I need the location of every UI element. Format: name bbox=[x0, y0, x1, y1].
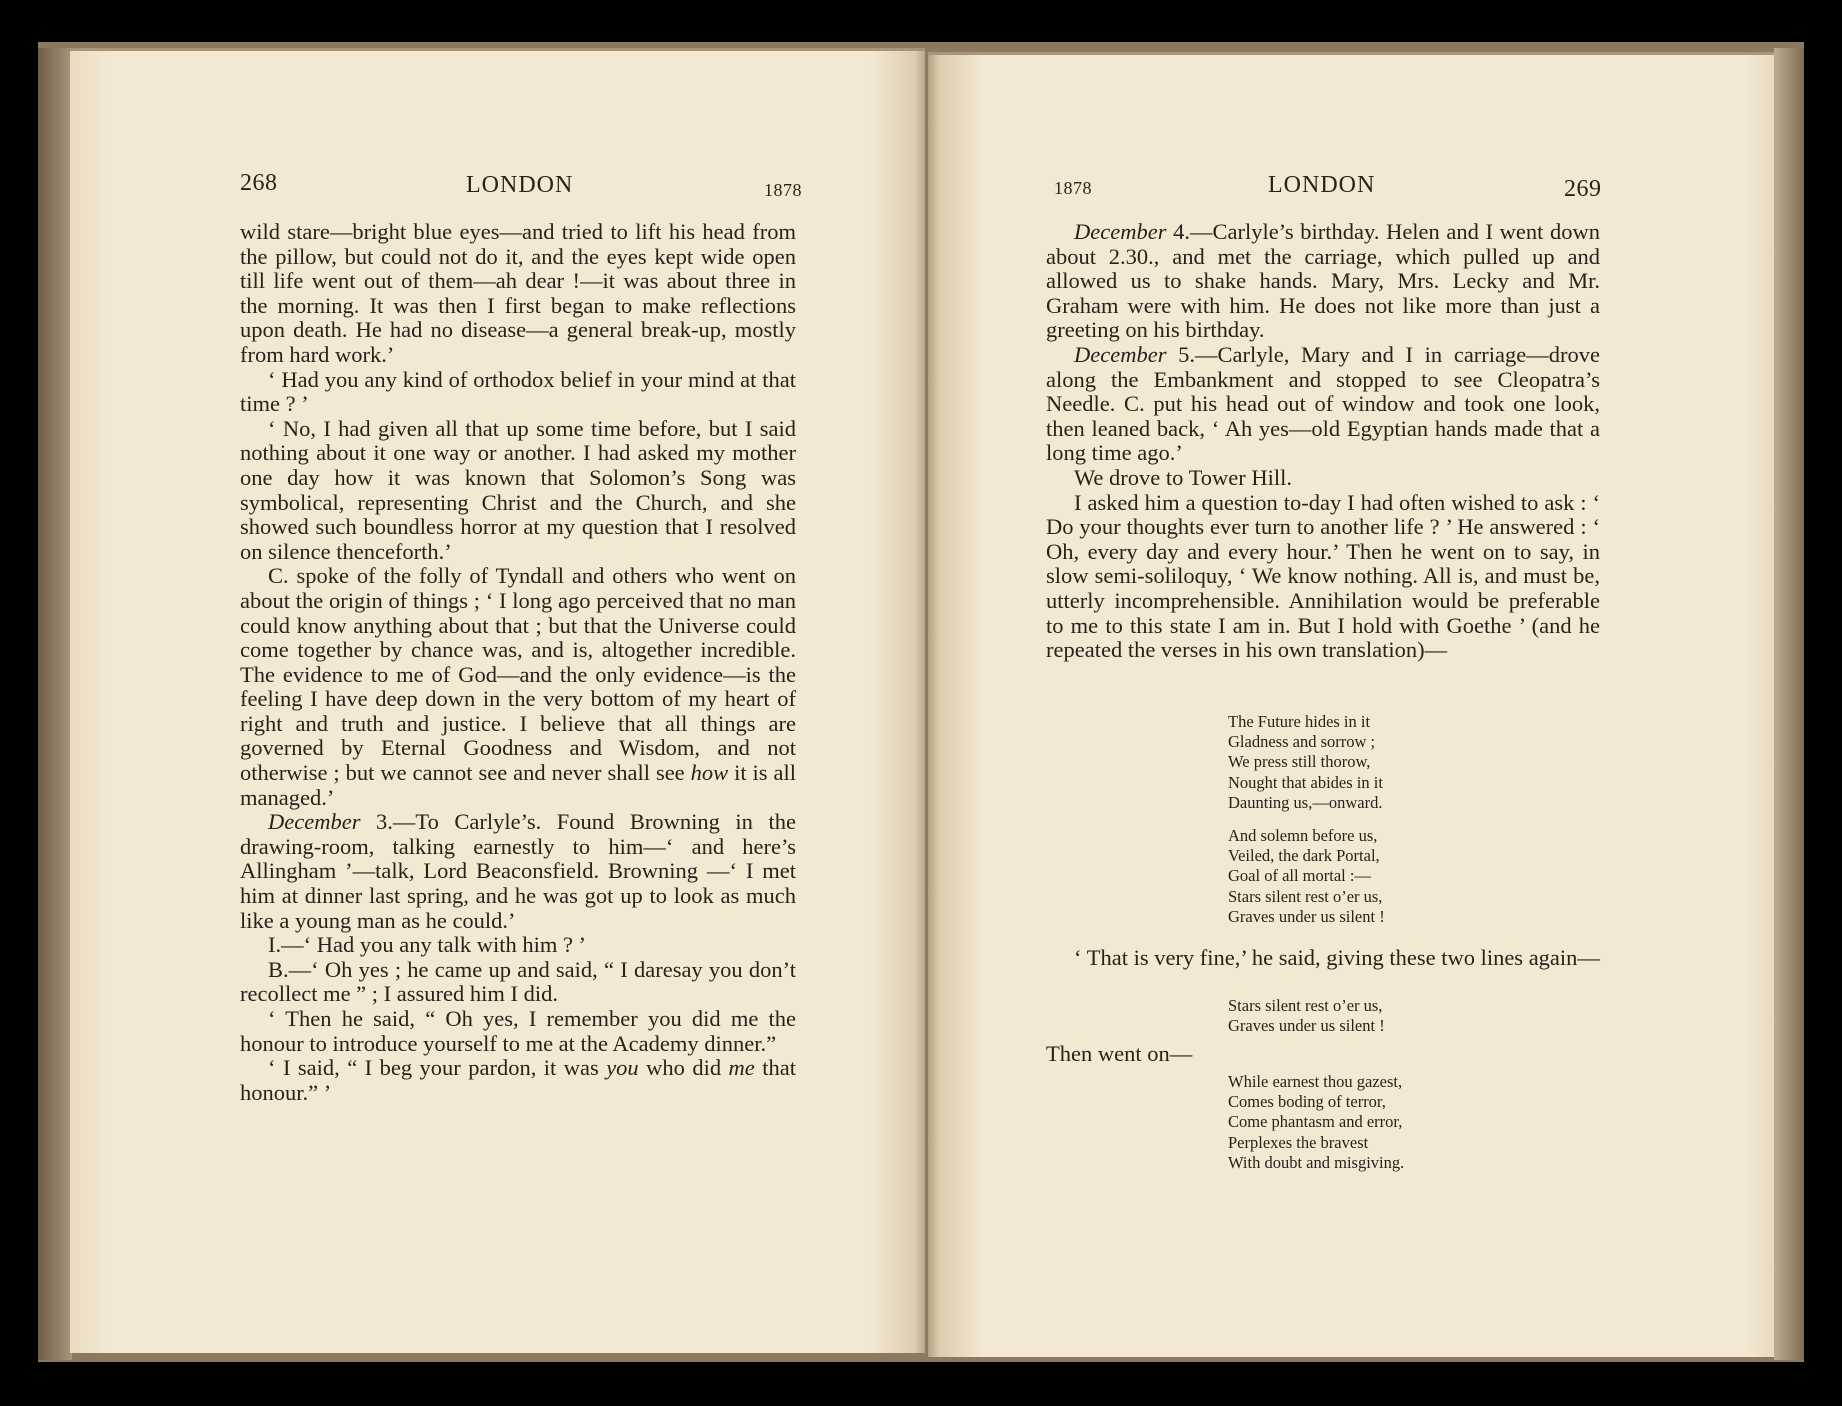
verse-stanza-1 bbox=[1228, 712, 1383, 813]
text-run: it is all managed.’ bbox=[240, 760, 796, 810]
paragraph: I asked him a question to-day I had often wished to ask : ‘ Do your thoughts ever turn to another life ? ’ He answered : ‘ Oh, every day and every hour.’ Then he went on to say, in slow semi-soliloquy, ‘ We know nothing. All is, and must be, utterly incomprehensible. Annihilation would be preferable to me to this state I am in. But I hold with Goethe ’ (and he repeated the verses in his own translation)— bbox=[1046, 489, 1600, 663]
verse-line: While earnest thou gazest, bbox=[1228, 1072, 1403, 1091]
paragraph: ‘ That is very fine,’ he said, giving these two lines again— bbox=[1074, 945, 1600, 970]
right-page-edges bbox=[1774, 48, 1804, 1360]
paragraph bbox=[1046, 343, 1600, 466]
paragraph bbox=[1046, 220, 1600, 343]
right-page-number: 269 bbox=[1564, 176, 1602, 202]
left-body bbox=[240, 220, 796, 1105]
verse-line: With doubt and misgiving. bbox=[1228, 1152, 1405, 1172]
verse-line: Veiled, the dark Portal, bbox=[1228, 846, 1380, 866]
verse-line: Goal of all mortal :— bbox=[1228, 866, 1371, 886]
text-run: 3.—To Carlyle’s. Found Browning in the drawing-room, talking earnestly to him—‘ and here’s Allingham ’—talk, Lord Beaconsfield. Browning —‘ I met him at dinner last spring, and he was got up to look as much like a young man as he could.’ bbox=[240, 809, 796, 933]
verse-line: Stars silent rest o’er us, bbox=[1228, 996, 1383, 1015]
text-run: 4.—Carlyle’s birthday. Helen and I went down about 2.30., and met the carriage, which pulled up and allowed us to shake hands. Mary, Mrs. Lecky and Mr. Graham were with him. He does not like more than just a greeting on his birthday. bbox=[1046, 219, 1600, 343]
date-label: December bbox=[268, 809, 361, 835]
date-label: December bbox=[1074, 341, 1167, 367]
text-run: C. spoke of the folly of Tyndall and others who went on about the origin of things ; ‘ I long ago perceived that no man could know anything about that ; but that the Universe could come together by chance was, and is, altogether incredible. The evidence to me of God—and the only evidence—is the feeling I have deep down in the very bottom of my heart of right and truth and justice. I believe that all things are governed by Eternal Goodness and Wisdom, and not otherwise ; but we cannot see and never shall see bbox=[240, 563, 796, 786]
italic-word: how bbox=[690, 760, 729, 786]
paragraph: I.—‘ Had you any talk with him ? ’ bbox=[268, 932, 587, 958]
verse-stanza-2 bbox=[1228, 826, 1385, 927]
left-page-number: 268 bbox=[240, 170, 278, 196]
paragraph: We drove to Tower Hill. bbox=[1074, 464, 1293, 490]
right-running-title: LONDON bbox=[1268, 172, 1376, 198]
date-label: December bbox=[1074, 219, 1167, 244]
verse-line: We press still thorow, bbox=[1228, 752, 1371, 772]
verse-line: Daunting us,—onward. bbox=[1228, 792, 1383, 812]
left-year: 1878 bbox=[764, 180, 802, 200]
verse-line: And solemn before us, bbox=[1228, 826, 1378, 845]
paragraph bbox=[240, 810, 796, 933]
italic-word: you bbox=[606, 1055, 639, 1081]
left-running-title: LONDON bbox=[466, 172, 574, 198]
verse-line: Nought that abides in it bbox=[1228, 772, 1383, 792]
verse-line: Graves under us silent ! bbox=[1228, 1016, 1385, 1036]
verse-line: Come phantasm and error, bbox=[1228, 1112, 1403, 1132]
paragraph bbox=[240, 564, 796, 810]
verse-line: Stars silent rest o’er us, bbox=[1228, 886, 1383, 906]
text-run: 5.—Carlyle, Mary and I in carriage—drove along the Embankment and stopped to see Cleopatra’s Needle. C. put his head out of window and took one look, then leaned back, ‘ Ah yes—old Egyptian hands made that a long time ago.’ bbox=[1046, 341, 1600, 466]
verse-stanza-3 bbox=[1228, 996, 1385, 1036]
paragraph: B.—‘ Oh yes ; he came up and said, “ I daresay you don’t recollect me ” ; I assured him I did. bbox=[240, 956, 796, 1007]
verse-line: Gladness and sorrow ; bbox=[1228, 732, 1376, 752]
text-run: who did bbox=[646, 1055, 722, 1081]
paragraph: wild stare—bright blue eyes—and tried to lift his head from the pillow, but could not do it, and the eyes kept wide open till life went out of them—ah dear !—it was about three in the morning. It was then I first began to make reflections upon death. He had no disease—a general break-up, mostly from hard work.’ bbox=[240, 219, 796, 367]
left-page-edges bbox=[38, 48, 72, 1360]
paragraph: ‘ Had you any kind of orthodox belief in your mind at that time ? ’ bbox=[240, 366, 796, 417]
verse-line: Comes boding of terror, bbox=[1228, 1092, 1386, 1112]
right-body-then bbox=[1046, 1042, 1600, 1067]
italic-word: me bbox=[728, 1055, 755, 1081]
paragraph: ‘ Then he said, “ Oh yes, I remember you did me the honour to introduce yourself to me at the Academy dinner.” bbox=[240, 1006, 796, 1056]
verse-stanza-4 bbox=[1228, 1072, 1404, 1173]
paragraph bbox=[240, 1056, 796, 1105]
verse-line: Graves under us silent ! bbox=[1228, 906, 1385, 926]
right-body-mid bbox=[1046, 946, 1600, 971]
text-run: that honour.” ’ bbox=[240, 1055, 796, 1105]
paragraph: Then went on— bbox=[1046, 1041, 1193, 1066]
verse-line: The Future hides in it bbox=[1228, 712, 1371, 731]
right-year: 1878 bbox=[1054, 178, 1092, 198]
text-run: ‘ I said, “ I beg your pardon, it was bbox=[268, 1055, 599, 1081]
verse-line: Perplexes the bravest bbox=[1228, 1132, 1369, 1152]
paragraph: ‘ No, I had given all that up some time before, but I said nothing about it one way or another. I had asked my mother one day how it was known that Solomon’s Song was symbolical, representing Christ and the Church, and she showed such boundless horror at my question that I resolved on silence thenceforth.’ bbox=[240, 415, 796, 564]
right-body-top bbox=[1046, 220, 1600, 663]
